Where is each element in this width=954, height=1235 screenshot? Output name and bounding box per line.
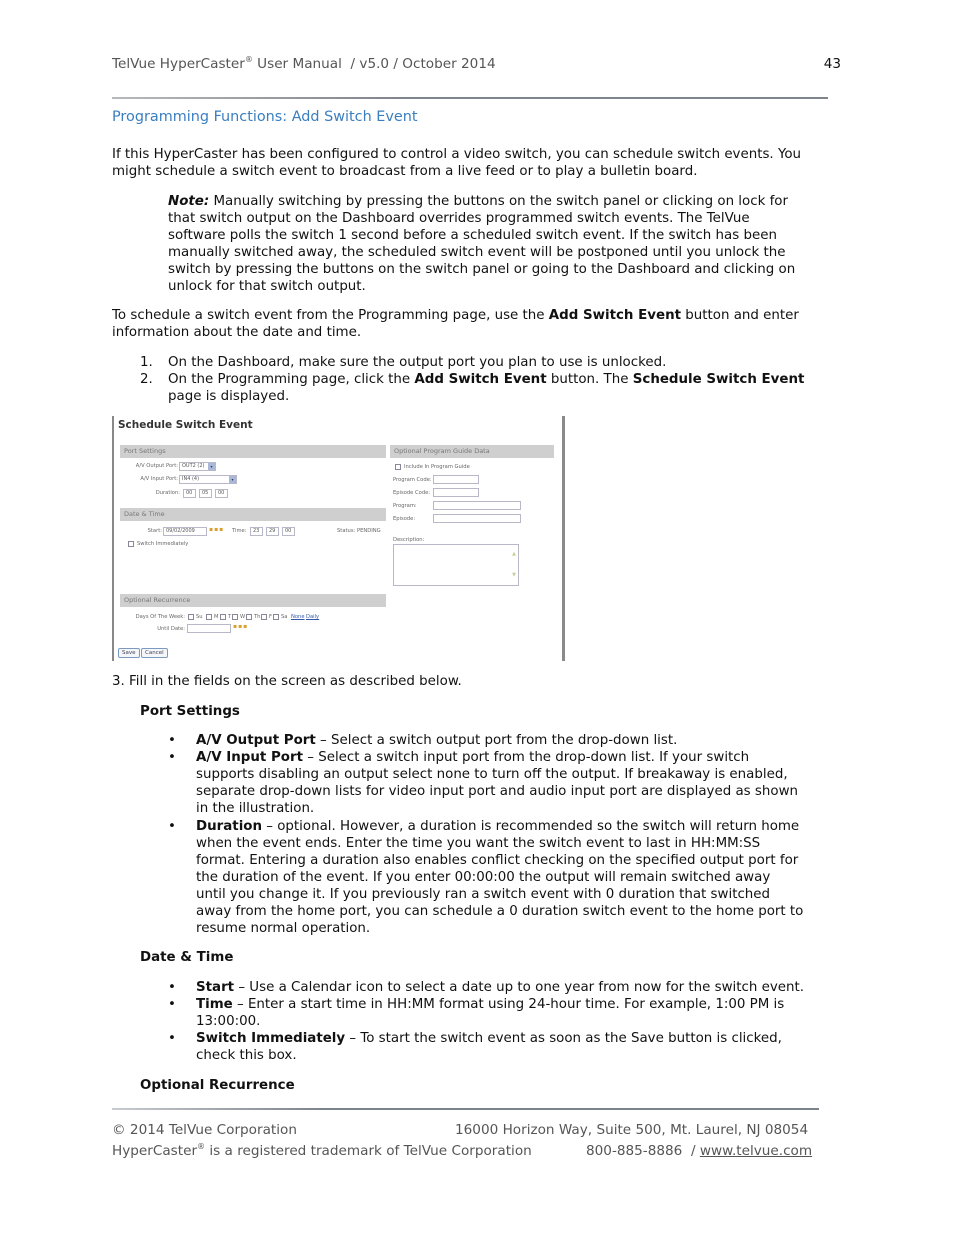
optional-recurrence-heading: Optional Recurrence [140,1078,295,1093]
status-value: PENDING [356,528,381,534]
day-label-th: Th [254,614,261,620]
date-time-header: Date & Time [120,508,386,521]
duration-seconds-input[interactable]: 00 [215,489,228,498]
program-input[interactable] [433,501,521,510]
switch-immediately-label: Switch Immediately [137,541,189,547]
footer-address: 16000 Horizon Way, Suite 500, Mt. Laurel, NJ 08054 [455,1122,809,1138]
day-checkbox-th[interactable] [246,614,252,620]
description-textarea[interactable] [393,544,519,586]
time-label: Time: [232,528,247,534]
schedule-switch-event-screenshot [112,416,566,661]
duration-minutes-input[interactable]: 05 [199,489,212,498]
calendar-icon[interactable]: ▪▪▪ [209,526,225,533]
include-in-guide-label: Include In Program Guide [404,464,470,470]
screenshot-right-border [562,416,565,661]
bullet-icon: • [168,733,176,748]
switch-immediately-checkbox[interactable] [128,541,134,547]
screenshot-title: Schedule Switch Event [118,419,253,431]
page-number: 43 [823,56,841,72]
step-number: 2. [140,372,153,387]
duration-label: Duration: [155,490,180,496]
footer-copyright: © 2014 TelVue Corporation [112,1122,297,1138]
day-checkbox-su[interactable] [188,614,194,620]
output-port-label: A/V Output Port: [135,463,178,469]
step-text: On the Dashboard, make sure the output port you plan to use is unlocked. [168,355,667,370]
program-code-label: Program Code: [393,477,432,483]
program-guide-header: Optional Program Guide Data [390,445,554,458]
footer-contact [586,1143,812,1160]
output-port-select[interactable]: OUT2 (2) ▾ [179,462,216,471]
description-label: Description: [393,537,425,543]
save-button[interactable]: Save [118,648,140,658]
manual-version-date: User Manual / v5.0 / October 2014 [252,56,496,72]
note-line-3: software polls the switch 1 second before a scheduled switch event. If the switch has been [168,228,777,243]
day-checkbox-sa[interactable] [273,614,279,620]
registered-mark: ® [197,1142,206,1151]
port-settings-heading: Port Settings [140,704,240,719]
website-link[interactable]: www.telvue.com [699,1143,813,1159]
day-label-t: T [228,614,232,620]
section-title: Programming Functions: Add Switch Event [112,109,418,125]
program-code-input[interactable] [433,475,479,484]
days-of-week-label: Days Of The Week: [135,614,185,620]
day-checkbox-f[interactable] [261,614,267,620]
manual-title: TelVue HyperCaster [112,56,245,72]
header-divider [112,97,828,99]
footer-divider [112,1108,819,1110]
time-minutes-input[interactable]: 29 [266,527,279,536]
day-label-f: F [269,614,272,620]
day-checkbox-m[interactable] [206,614,212,620]
note-label: Note: [168,194,210,209]
screenshot-left-border [112,416,114,661]
scroll-down-icon[interactable]: ▼ [512,572,516,578]
until-date-input[interactable] [187,624,231,633]
duration-hours-input[interactable]: 00 [183,489,196,498]
note-line-2: that switch output on the Dashboard overrides programmed switch events. The TelVue [168,211,750,226]
step-3: 3. Fill in the fields on the screen as described below. [112,674,462,689]
program-label: Program: [393,503,417,509]
schedule-paragraph-line-1: To schedule a switch event from the Programming page, use the Add Switch Event button and enter [112,308,799,323]
chevron-down-icon: ▾ [229,476,236,483]
day-label-m: M [214,614,219,620]
time-hours-input[interactable]: 23 [250,527,263,536]
intro-line-2: might schedule a switch event to broadcast from a live feed or to play a bulletin board. [112,164,698,179]
scroll-up-icon[interactable]: ▲ [512,551,516,557]
footer-trademark: HyperCaster® is a registered trademark of TelVue Corporation [112,1142,532,1159]
episode-input[interactable] [433,514,521,523]
bullet-icon: • [168,997,176,1012]
day-label-su: Su [196,614,203,620]
optional-recurrence-header: Optional Recurrence [120,594,386,607]
input-port-label: A/V Input Port: [140,476,178,482]
schedule-paragraph-line-2: information about the date and time. [112,325,362,340]
note-line-1: Note: Manually switching by pressing the buttons on the switch panel or clicking on lock for [168,194,789,209]
start-date-input[interactable]: 09/02/2009 [163,527,207,536]
start-label: Start: [147,528,162,534]
note-line-4: manually switched away, the scheduled switch event will be postponed until you unlock the [168,245,786,260]
intro-line-1: If this HyperCaster has been configured to control a video switch, you can schedule switch events. You [112,147,802,162]
cancel-button[interactable]: Cancel [141,648,168,658]
registered-mark: ® [244,55,253,64]
running-header [112,56,842,73]
daily-link[interactable]: Daily [306,614,320,620]
episode-code-input[interactable] [433,488,479,497]
bullet-icon: • [168,1031,176,1046]
input-port-select[interactable]: IN4 (4) ▾ [179,475,237,484]
step-number: 1. [140,355,153,370]
bullet-icon: • [168,750,176,765]
none-link[interactable]: None [291,614,305,620]
port-settings-header: Port Settings [120,445,386,458]
include-in-guide-checkbox[interactable] [395,464,401,470]
status-readout: Status: PENDING [337,528,381,534]
day-label-sa: Sa [281,614,288,620]
date-time-heading: Date & Time [140,950,234,965]
calendar-icon[interactable]: ▪▪▪ [233,623,249,630]
until-date-label: Until Date: [157,626,185,632]
bullet-icon: • [168,819,176,834]
day-label-w: W [240,614,246,620]
bullet-icon: • [168,980,176,995]
time-seconds-input[interactable]: 00 [282,527,295,536]
chevron-down-icon: ▾ [208,463,215,470]
step-text: On the Programming page, click the Add Switch Event button. The Schedule Switch Event page is displayed. [168,372,805,404]
note-line-5: switch by pressing the buttons on the switch panel or going to the Dashboard and clicking on [168,262,796,277]
footer-phone: 800-885-8886 / [586,1143,700,1159]
episode-code-label: Episode Code: [393,490,431,496]
note-line-6: unlock for that switch output. [168,279,366,294]
episode-label: Episode: [393,516,416,522]
day-checkbox-w[interactable] [232,614,238,620]
day-checkbox-t[interactable] [220,614,226,620]
